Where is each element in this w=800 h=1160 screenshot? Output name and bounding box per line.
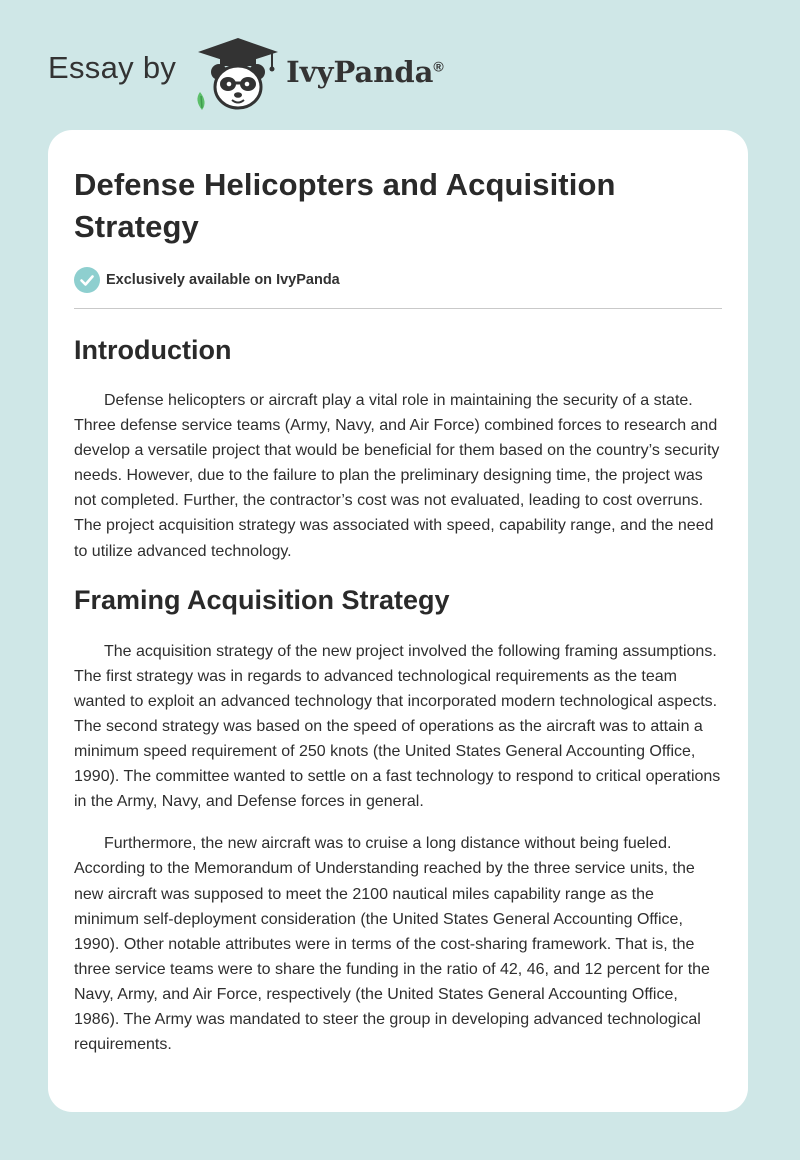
paragraph: Furthermore, the new aircraft was to cruise a long distance without being fueled. According to the Memorandum of Understanding reached by the three service units, the new aircraft was supposed to meet the 2100 nautical miles capability range as the minimum self-deployment consideration (the United States General Accounting Office, 1990). Other notable attributes were in terms of the cost-sharing framework. That is, the three service teams were to share the funding in the ratio of 42, 46, and 12 percent for the Navy, Army, and Air Force, respectively (the United States General Accounting Office, 1986). The Army was mandated to steer the group in developing advanced technological requirements. bbox=[74, 835, 710, 1054]
registered-mark: ® bbox=[433, 58, 444, 75]
brand-name: IvyPanda® bbox=[286, 55, 444, 89]
panda-graduate-logo-icon bbox=[192, 34, 284, 114]
page-title: Defense Helicopters and Acquisition Strategy bbox=[74, 167, 616, 244]
brand-header bbox=[48, 34, 444, 114]
title-divider bbox=[74, 308, 722, 309]
paragraph: Defense helicopters or aircraft play a vital role in maintaining the security of a state. Three defense service teams (Army, Navy, and Air Force) combined forces to research and develop a versatile project that would be beneficial for them based on the country’s security needs. However, due to the failure to plan the preliminary designing time, the project was not completed. Further, the contractor’s cost was not evaluated, leading to cost overruns. The project acquisition strategy was associated with speed, capability range, and the need to utilize advanced technology. bbox=[74, 392, 720, 560]
exclusive-badge-text: Exclusively available on IvyPanda bbox=[106, 272, 340, 288]
check-circle-icon bbox=[74, 267, 100, 293]
section-heading-framing-acquisition-strategy: Framing Acquisition Strategy bbox=[74, 584, 450, 615]
section-heading-introduction: Introduction bbox=[74, 335, 232, 365]
essay-card bbox=[48, 130, 748, 1112]
essay-by-label: Essay by bbox=[48, 50, 177, 85]
exclusive-badge bbox=[74, 266, 722, 294]
paragraph: The acquisition strategy of the new project involved the following framing assumptions. The first strategy was in regards to advanced technological requirements as the team wanted to exploit an advanced technology that incorporated modern technological aspects. The second strategy was based on the speed of operations as the aircraft was to attain a minimum speed requirement of 250 knots (the United States General Accounting Office, 1990). The committee wanted to settle on a fast technology to respond to critical operations in the Army, Navy, and Defense forces in general. bbox=[74, 642, 721, 811]
